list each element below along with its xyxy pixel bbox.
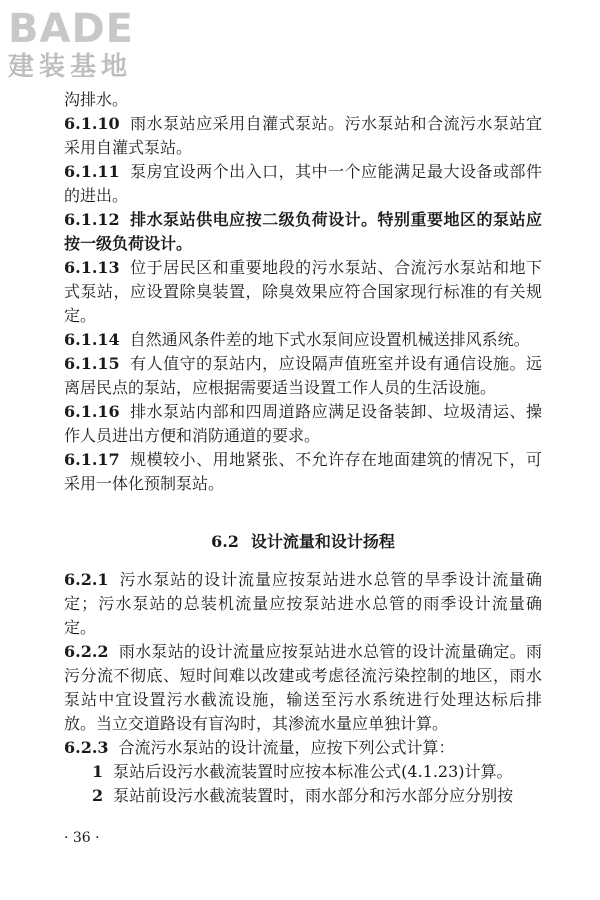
clause-text: 排水泵站内部和四周道路应满足设备装卸、垃圾清运、操作人员进出方便和消防通道的要求。: [64, 402, 542, 445]
clause-text: 合流污水泵站的设计流量，应按下列公式计算：: [118, 738, 455, 757]
clause-number: 6.1.15: [64, 354, 120, 373]
bade-logo: [8, 6, 178, 86]
clause-number: 6.1.12: [64, 210, 120, 229]
list-item: [64, 784, 542, 808]
clause-6-2-3: [64, 736, 542, 760]
clause-number: 6.2.1: [64, 570, 109, 589]
page-number: · 36 ·: [64, 830, 100, 846]
paragraph-continuation: 沟排水。: [64, 90, 129, 109]
clause-6-2-1: [64, 568, 542, 640]
clause-number: 6.1.17: [64, 450, 120, 469]
clause-6-1-11: [64, 160, 542, 208]
clause-6-1-15: [64, 352, 542, 400]
logo-wordmark: BADE: [8, 6, 134, 52]
clause-6-2-2: [64, 640, 542, 736]
clause-6-1-13: [64, 256, 542, 328]
clause-text: 位于居民区和重要地段的污水泵站、合流污水泵站和地下式泵站，应设置除臭装置，除臭效果应符合国家现行标准的有关规定。: [64, 258, 542, 325]
section-body: [64, 568, 542, 808]
clause-text: 规模较小、用地紧张、不允许存在地面建筑的情况下，可采用一体化预制泵站。: [64, 450, 542, 493]
section-heading: [64, 530, 542, 554]
item-text: 泵站后设污水截流装置时应按本标准公式(4.1.23)计算。: [113, 762, 513, 781]
clause-text: 排水泵站供电应按二级负荷设计。特别重要地区的泵站应按一级负荷设计。: [64, 210, 542, 253]
clause-6-1-12: [64, 208, 542, 256]
clause-6-1-16: [64, 400, 542, 448]
list-item: [64, 760, 542, 784]
document-body: [64, 88, 542, 496]
clause-text: 雨水泵站应采用自灌式泵站。污水泵站和合流污水泵站宜采用自灌式泵站。: [64, 114, 542, 157]
clause-number: 6.1.16: [64, 402, 120, 421]
item-number: 1: [92, 762, 104, 781]
clause-text: 污水泵站的设计流量应按泵站进水总管的旱季设计流量确定；污水泵站的总装机流量应按泵站进水总管的雨季设计流量确定。: [64, 570, 542, 637]
clause-6-1-10: [64, 112, 542, 160]
clause-number: 6.2.2: [64, 642, 109, 661]
clause-text: 自然通风条件差的地下式水泵间应设置机械送排风系统。: [129, 330, 530, 349]
section-title: 设计流量和设计扬程: [250, 532, 395, 551]
clause-text: 雨水泵站的设计流量应按泵站进水总管的设计流量确定。雨污分流不彻底、短时间难以改建或考虑径流污染控制的地区，雨水泵站中宜设置污水截流设施，输送至污水系统进行处理达标后排放。当立交道路设有盲沟时，其渗流水量应单独计算。: [64, 642, 542, 733]
clause-6-1-17: [64, 448, 542, 496]
clause-text: 泵房宜设两个出入口，其中一个应能满足最大设备或部件的进出。: [64, 162, 542, 205]
clause-number: 6.1.11: [64, 162, 120, 181]
section-number: 6.2: [211, 532, 239, 551]
clause-6-1-14: [64, 328, 542, 352]
clause-number: 6.1.14: [64, 330, 120, 349]
clause-number: 6.2.3: [64, 738, 109, 757]
item-text: 泵站前设污水截流装置时，雨水部分和污水部分应分别按: [113, 786, 514, 805]
clause-text: 有人值守的泵站内，应设隔声值班室并设有通信设施。远离居民点的泵站，应根据需要适当设置工作人员的生活设施。: [64, 354, 542, 397]
clause-number: 6.1.13: [64, 258, 120, 277]
clause-number: 6.1.10: [64, 114, 120, 133]
logo-subtitle: 建装基地: [8, 52, 133, 82]
item-number: 2: [92, 786, 104, 805]
